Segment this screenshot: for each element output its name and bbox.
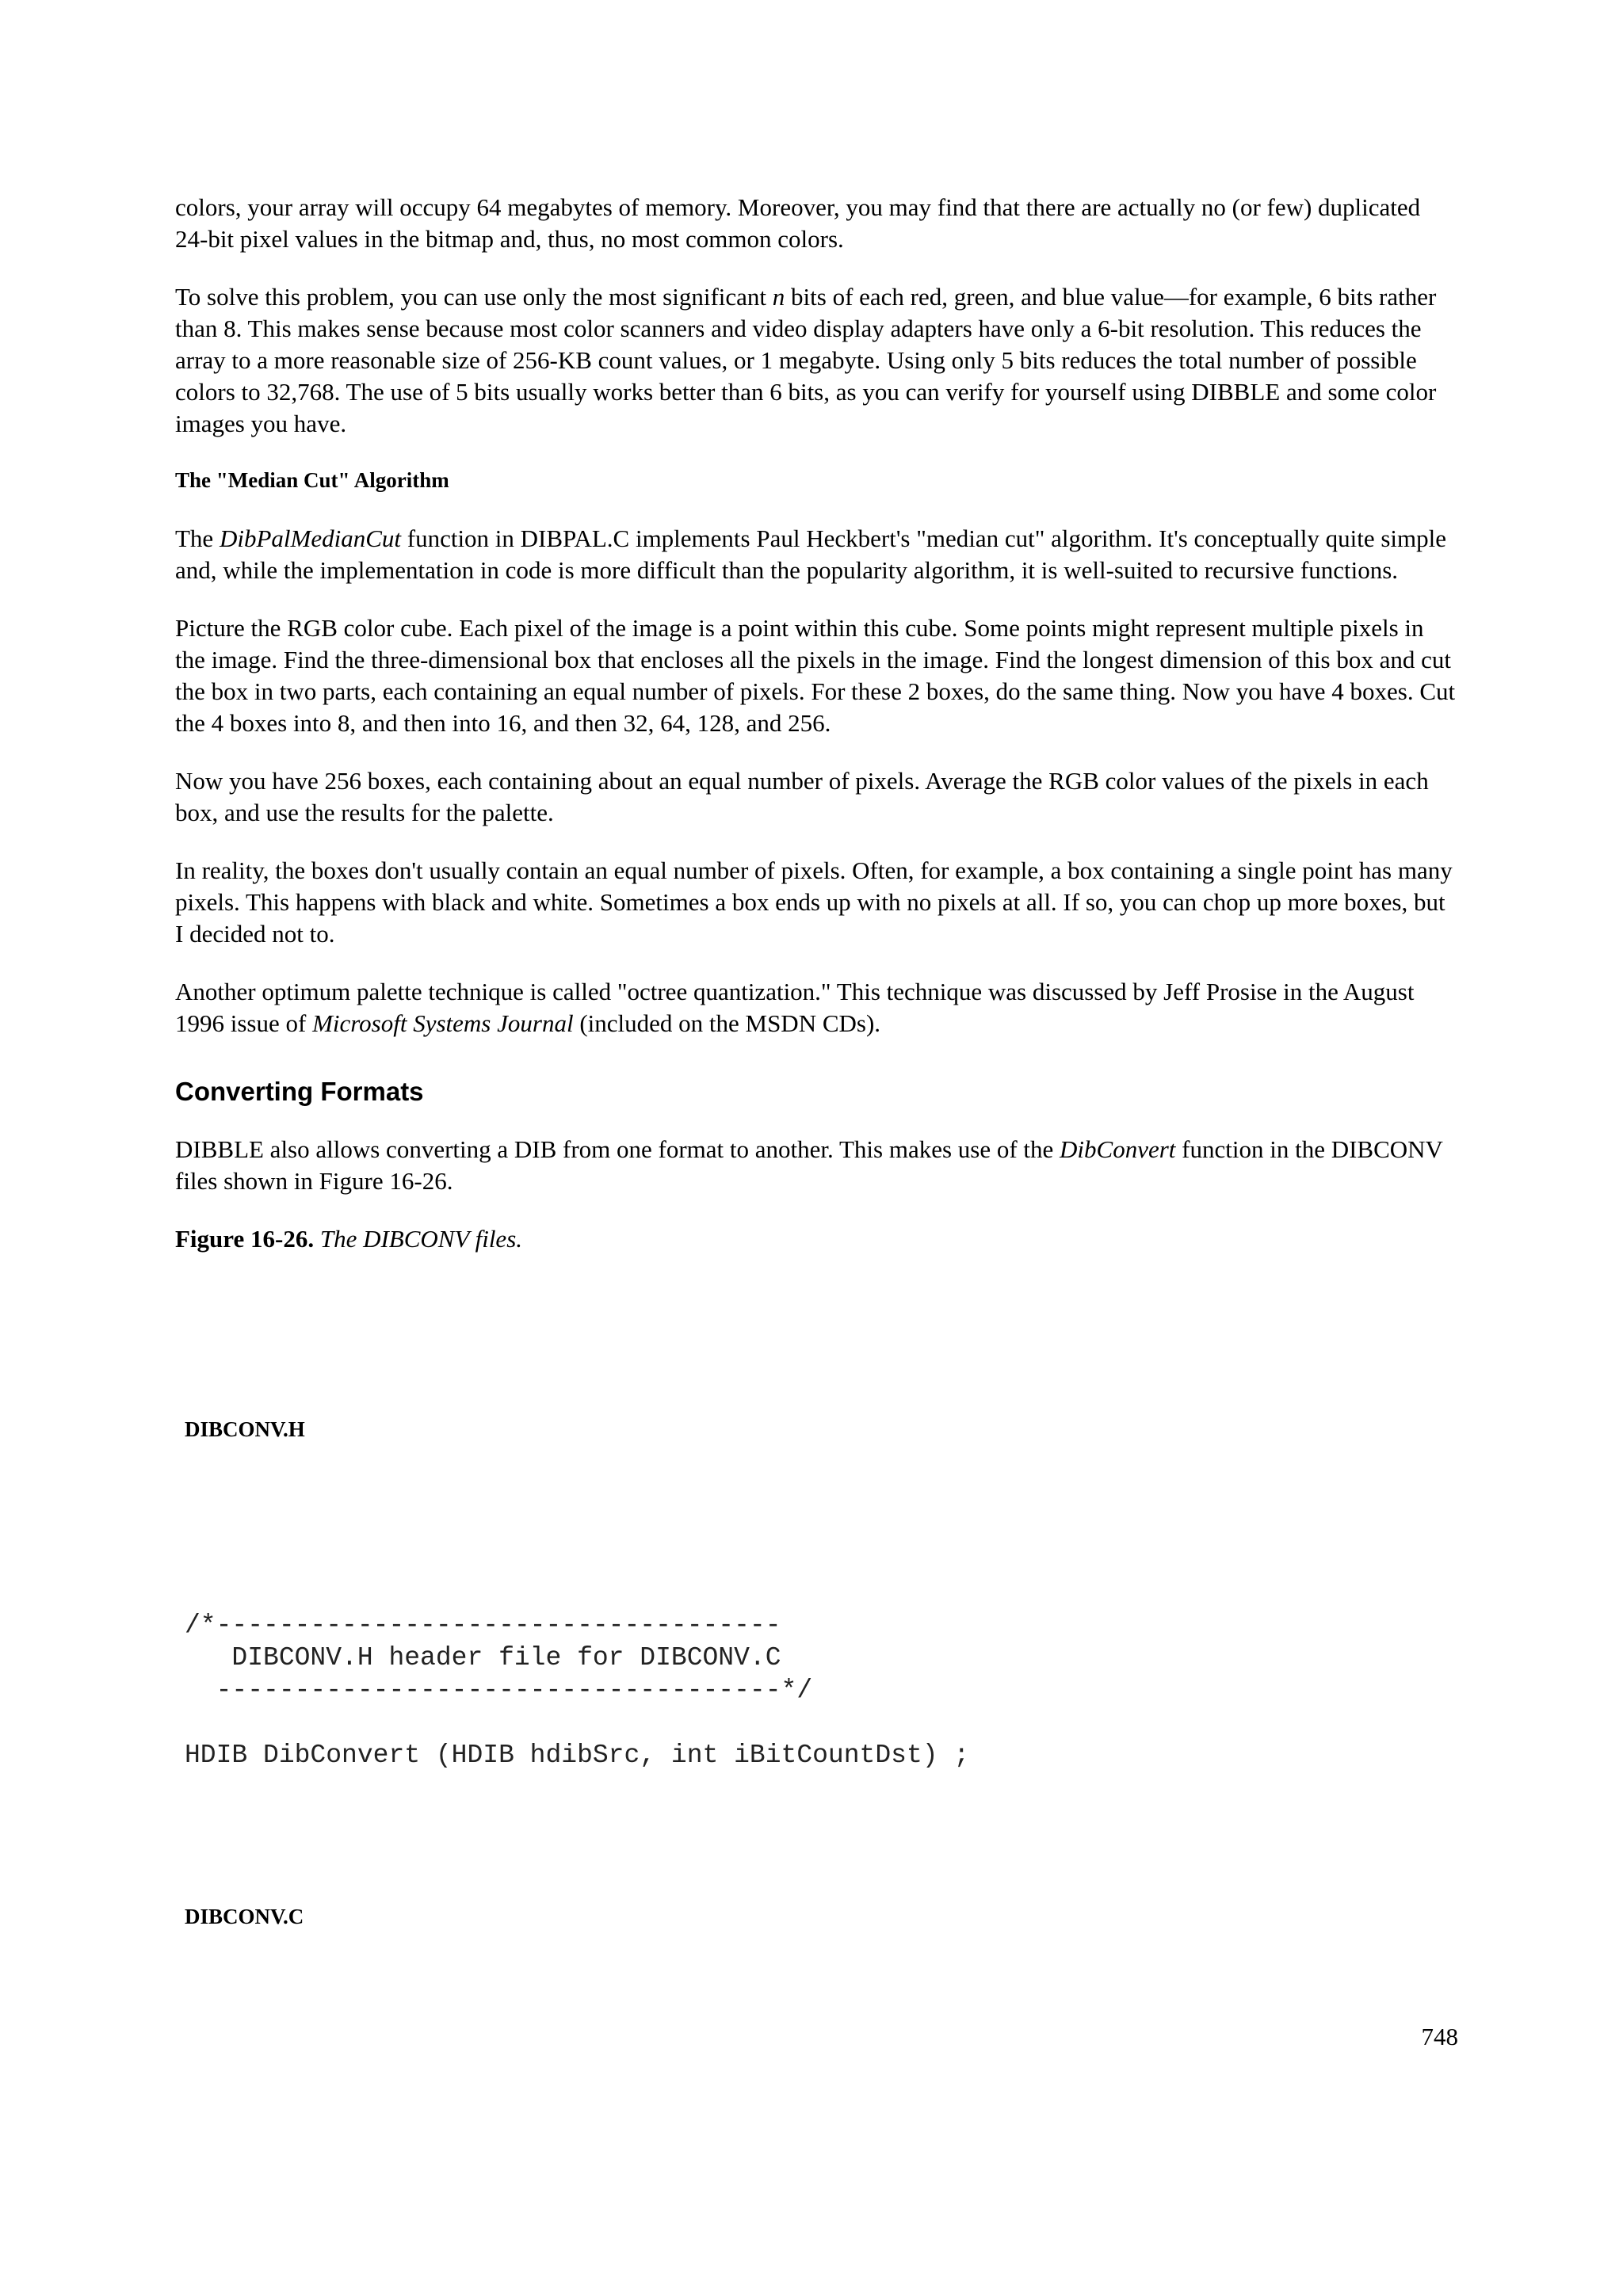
journal-title: Microsoft Systems Journal bbox=[312, 1009, 574, 1037]
paragraph-octree bbox=[175, 976, 1457, 1039]
code-listing: /*------------------------------------ DIBCONV.H header file for DIBCONV.C ------------------------------------*/ HDIB DibConvert (HDIB hdibSrc, int iBitCountDst) ; bbox=[185, 1611, 970, 1770]
paragraph-text: (included on the MSDN CDs). bbox=[573, 1009, 881, 1037]
file-label-dibconv-h: DIBCONV.H bbox=[185, 1417, 305, 1441]
paragraph-text: In reality, the boxes don't usually contain an equal number of pixels. Often, for example, a box containing a single point has many pixels. This happens with black and white. Sometimes a box ends up with no pixels at all. If so, you can chop up more boxes, but I decided not to. bbox=[175, 856, 1453, 948]
paragraph-median-cut bbox=[175, 523, 1457, 586]
page-body bbox=[175, 192, 1457, 1255]
figure-caption bbox=[175, 1223, 1457, 1255]
paragraph-significant-bits bbox=[175, 281, 1457, 440]
median-cut-heading: The "Median Cut" Algorithm bbox=[175, 468, 449, 492]
converting-formats-heading: Converting Formats bbox=[175, 1077, 424, 1106]
paragraph-text: To solve this problem, you can use only the most significant bbox=[175, 283, 773, 311]
paragraph-memory bbox=[175, 192, 1457, 255]
paragraph-color-cube bbox=[175, 612, 1457, 739]
figure-title: The DIBCONV files. bbox=[319, 1225, 523, 1253]
variable-n: n bbox=[772, 283, 785, 311]
paragraph-text: colors, your array will occupy 64 megabytes of memory. Moreover, you may find that there are actually no (or few) duplicated 24-bit pixel values in the bitmap and, thus, no most common colors. bbox=[175, 193, 1421, 253]
page-number: 748 bbox=[1421, 2023, 1458, 2050]
paragraph-text: Another optimum palette technique is called "octree quantization." This technique was discussed by Jeff Prosise in the August 1996 issue of bbox=[175, 978, 1415, 1037]
paragraph-text: Picture the RGB color cube. Each pixel of the image is a point within this cube. Some points might represent multiple pixels in the image. Find the three-dimensional box that encloses all the pixels in the image. Find the longest dimension of this box and cut the box in two parts, each containing an equal number of pixels. For these 2 boxes, do the same thing. Now you have 4 boxes. Cut the 4 boxes into 8, and then into 16, and then 32, 64, 128, and 256. bbox=[175, 614, 1456, 737]
function-name: DibConvert bbox=[1060, 1135, 1176, 1163]
figure-number: Figure 16-26. bbox=[175, 1225, 315, 1253]
paragraph-converting bbox=[175, 1134, 1457, 1197]
paragraph-text: function in DIBPAL.C implements Paul Heckbert's "median cut" algorithm. It's conceptually quite simple and, while the implementation in code is more difficult than the popularity algorithm, it is well-suited to recursive functions. bbox=[175, 524, 1447, 584]
paragraph-text: The bbox=[175, 524, 220, 552]
paragraph-reality bbox=[175, 855, 1457, 950]
paragraph-text: bits of each red, green, and blue value—for example, 6 bits rather than 8. This makes sense because most color scanners and video display adapters have only a 6-bit resolution. This reduces the array to a more reasonable size of 256-KB count values, or 1 megabyte. Using only 5 bits reduces the total number of possible colors to 32,768. The use of 5 bits usually works better than 6 bits, as you can verify for yourself using DIBBLE and some color images you have. bbox=[175, 283, 1437, 437]
file-label-dibconv-c: DIBCONV.C bbox=[185, 1905, 304, 1928]
paragraph-256-boxes bbox=[175, 765, 1457, 829]
function-name: DibPalMedianCut bbox=[219, 524, 401, 552]
paragraph-text: DIBBLE also allows converting a DIB from one format to another. This makes use of the bbox=[175, 1135, 1060, 1163]
paragraph-text: function in the DIBCONV files shown in Figure 16-26. bbox=[175, 1135, 1443, 1195]
paragraph-text: Now you have 256 boxes, each containing about an equal number of pixels. Average the RGB color values of the pixels in each box, and use the results for the palette. bbox=[175, 767, 1429, 826]
